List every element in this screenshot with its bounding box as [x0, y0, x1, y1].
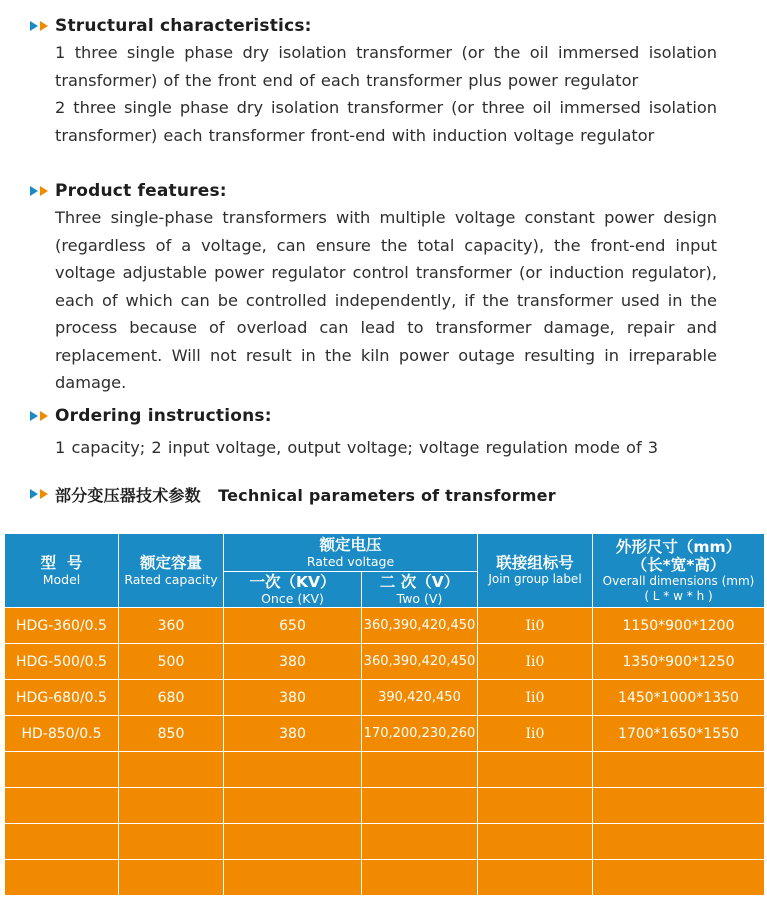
cell-model: HDG-360/0.5 [5, 608, 119, 644]
header-join [478, 534, 593, 608]
table-row-empty [5, 752, 765, 788]
cell-empty [224, 788, 362, 824]
table-row-empty [5, 860, 765, 896]
cell-model: HD-850/0.5 [5, 716, 119, 752]
cell-capacity: 850 [119, 716, 224, 752]
cell-primary: 380 [224, 716, 362, 752]
header-secondary-en: Two (V) [396, 591, 443, 606]
table-row [5, 716, 765, 752]
cell-model: HDG-500/0.5 [5, 644, 119, 680]
cell-join: Ii0 [478, 716, 593, 752]
cell-empty [5, 860, 119, 896]
cell-dimensions: 1350*900*1250 [593, 644, 765, 680]
header-model-cn: 型 号 [40, 554, 83, 572]
header-join-cn: 联接组标号 [496, 554, 574, 572]
cell-empty [593, 860, 765, 896]
cell-model: HDG-680/0.5 [5, 680, 119, 716]
cell-empty [362, 752, 478, 788]
header-dims-cn: 外形尺寸（mm） [615, 537, 742, 556]
header-secondary-cn: 二 次（V） [379, 573, 460, 591]
cell-secondary: 170,200,230,260 [362, 716, 478, 752]
double-arrow-bullet-icon [30, 410, 50, 422]
header-primary-cn: 一次（KV） [249, 573, 336, 591]
features-heading-text: Product features: [55, 181, 227, 201]
cell-primary: 650 [224, 608, 362, 644]
header-model-en: Model [42, 572, 81, 587]
table-title-text: 部分变压器技术参数 Technical parameters of transformer [55, 485, 556, 505]
structural-item-2: 2 three single phase dry isolation transformer (or three oil immersed isolation transformer) each transformer front-end with induction voltage regulator [55, 98, 717, 145]
header-voltage [224, 534, 478, 572]
cell-empty [593, 788, 765, 824]
header-capacity-cn: 额定容量 [139, 554, 202, 572]
header-dims-cn2: （长*宽*高） [631, 555, 726, 574]
cell-empty [224, 824, 362, 860]
header-dimensions [593, 534, 765, 608]
cell-join: Ii0 [478, 680, 593, 716]
header-dims-en: Overall dimensions (mm) [602, 573, 755, 588]
structural-heading [30, 14, 312, 38]
cell-empty [119, 788, 224, 824]
cell-empty [478, 788, 593, 824]
structural-heading-text: Structural characteristics: [55, 16, 312, 36]
structural-item-1: 1 three single phase dry isolation transformer (or the oil immersed isolation transformer) of the front end of each transformer plus power regulator [55, 43, 717, 90]
cell-capacity: 360 [119, 608, 224, 644]
header-voltage-cn: 额定电压 [319, 536, 382, 554]
header-dims-en2: ( L * w * h ) [644, 588, 713, 603]
cell-empty [362, 824, 478, 860]
table-row-empty [5, 788, 765, 824]
cell-empty [224, 860, 362, 896]
cell-empty [119, 824, 224, 860]
table-row [5, 680, 765, 716]
cell-secondary: 360,390,420,450 [362, 644, 478, 680]
double-arrow-bullet-icon [30, 20, 50, 32]
table-title [30, 482, 556, 506]
cell-empty [478, 860, 593, 896]
parameters-table [4, 533, 765, 896]
ordering-heading-text: Ordering instructions: [55, 406, 272, 426]
cell-secondary: 360,390,420,450 [362, 608, 478, 644]
cell-empty [478, 752, 593, 788]
cell-empty [478, 824, 593, 860]
cell-dimensions: 1450*1000*1350 [593, 680, 765, 716]
cell-empty [5, 824, 119, 860]
cell-dimensions: 1150*900*1200 [593, 608, 765, 644]
cell-secondary: 390,420,450 [362, 680, 478, 716]
cell-join: Ii0 [478, 644, 593, 680]
cell-dimensions: 1700*1650*1550 [593, 716, 765, 752]
double-arrow-bullet-icon [30, 185, 50, 197]
cell-empty [119, 752, 224, 788]
table-row-empty [5, 824, 765, 860]
cell-empty [593, 752, 765, 788]
ordering-heading [30, 404, 272, 428]
table-row [5, 644, 765, 680]
table-row [5, 608, 765, 644]
features-heading [30, 179, 227, 203]
cell-empty [362, 860, 478, 896]
header-capacity-en: Rated capacity [124, 572, 218, 587]
ordering-text: 1 capacity; 2 input voltage, output voltage; voltage regulation mode of 3 [55, 438, 659, 457]
cell-empty [224, 752, 362, 788]
cell-capacity: 500 [119, 644, 224, 680]
double-arrow-bullet-icon [30, 488, 50, 500]
cell-empty [593, 824, 765, 860]
cell-capacity: 680 [119, 680, 224, 716]
header-voltage-en: Rated voltage [306, 554, 395, 569]
cell-primary: 380 [224, 680, 362, 716]
header-secondary [362, 572, 478, 608]
features-text: Three single-phase transformers with multiple voltage constant power design (regardless of a voltage, can ensure the total capacity), the front-end input voltage adjustable power regulator control transformer (or induction regulator), each of which can be controlled independently, if the transformer used in the process because of overload can lead to transformer damage, repair and replacement. Will not result in the kiln power outage resulting in irreparable damage. [55, 208, 717, 392]
cell-primary: 380 [224, 644, 362, 680]
header-capacity [119, 534, 224, 608]
cell-empty [119, 860, 224, 896]
cell-empty [5, 752, 119, 788]
header-join-en: Join group label [488, 572, 582, 586]
cell-empty [5, 788, 119, 824]
header-primary-en: Once (KV) [261, 591, 324, 606]
cell-empty [362, 788, 478, 824]
header-model [5, 534, 119, 608]
header-primary [224, 572, 362, 608]
cell-join: Ii0 [478, 608, 593, 644]
